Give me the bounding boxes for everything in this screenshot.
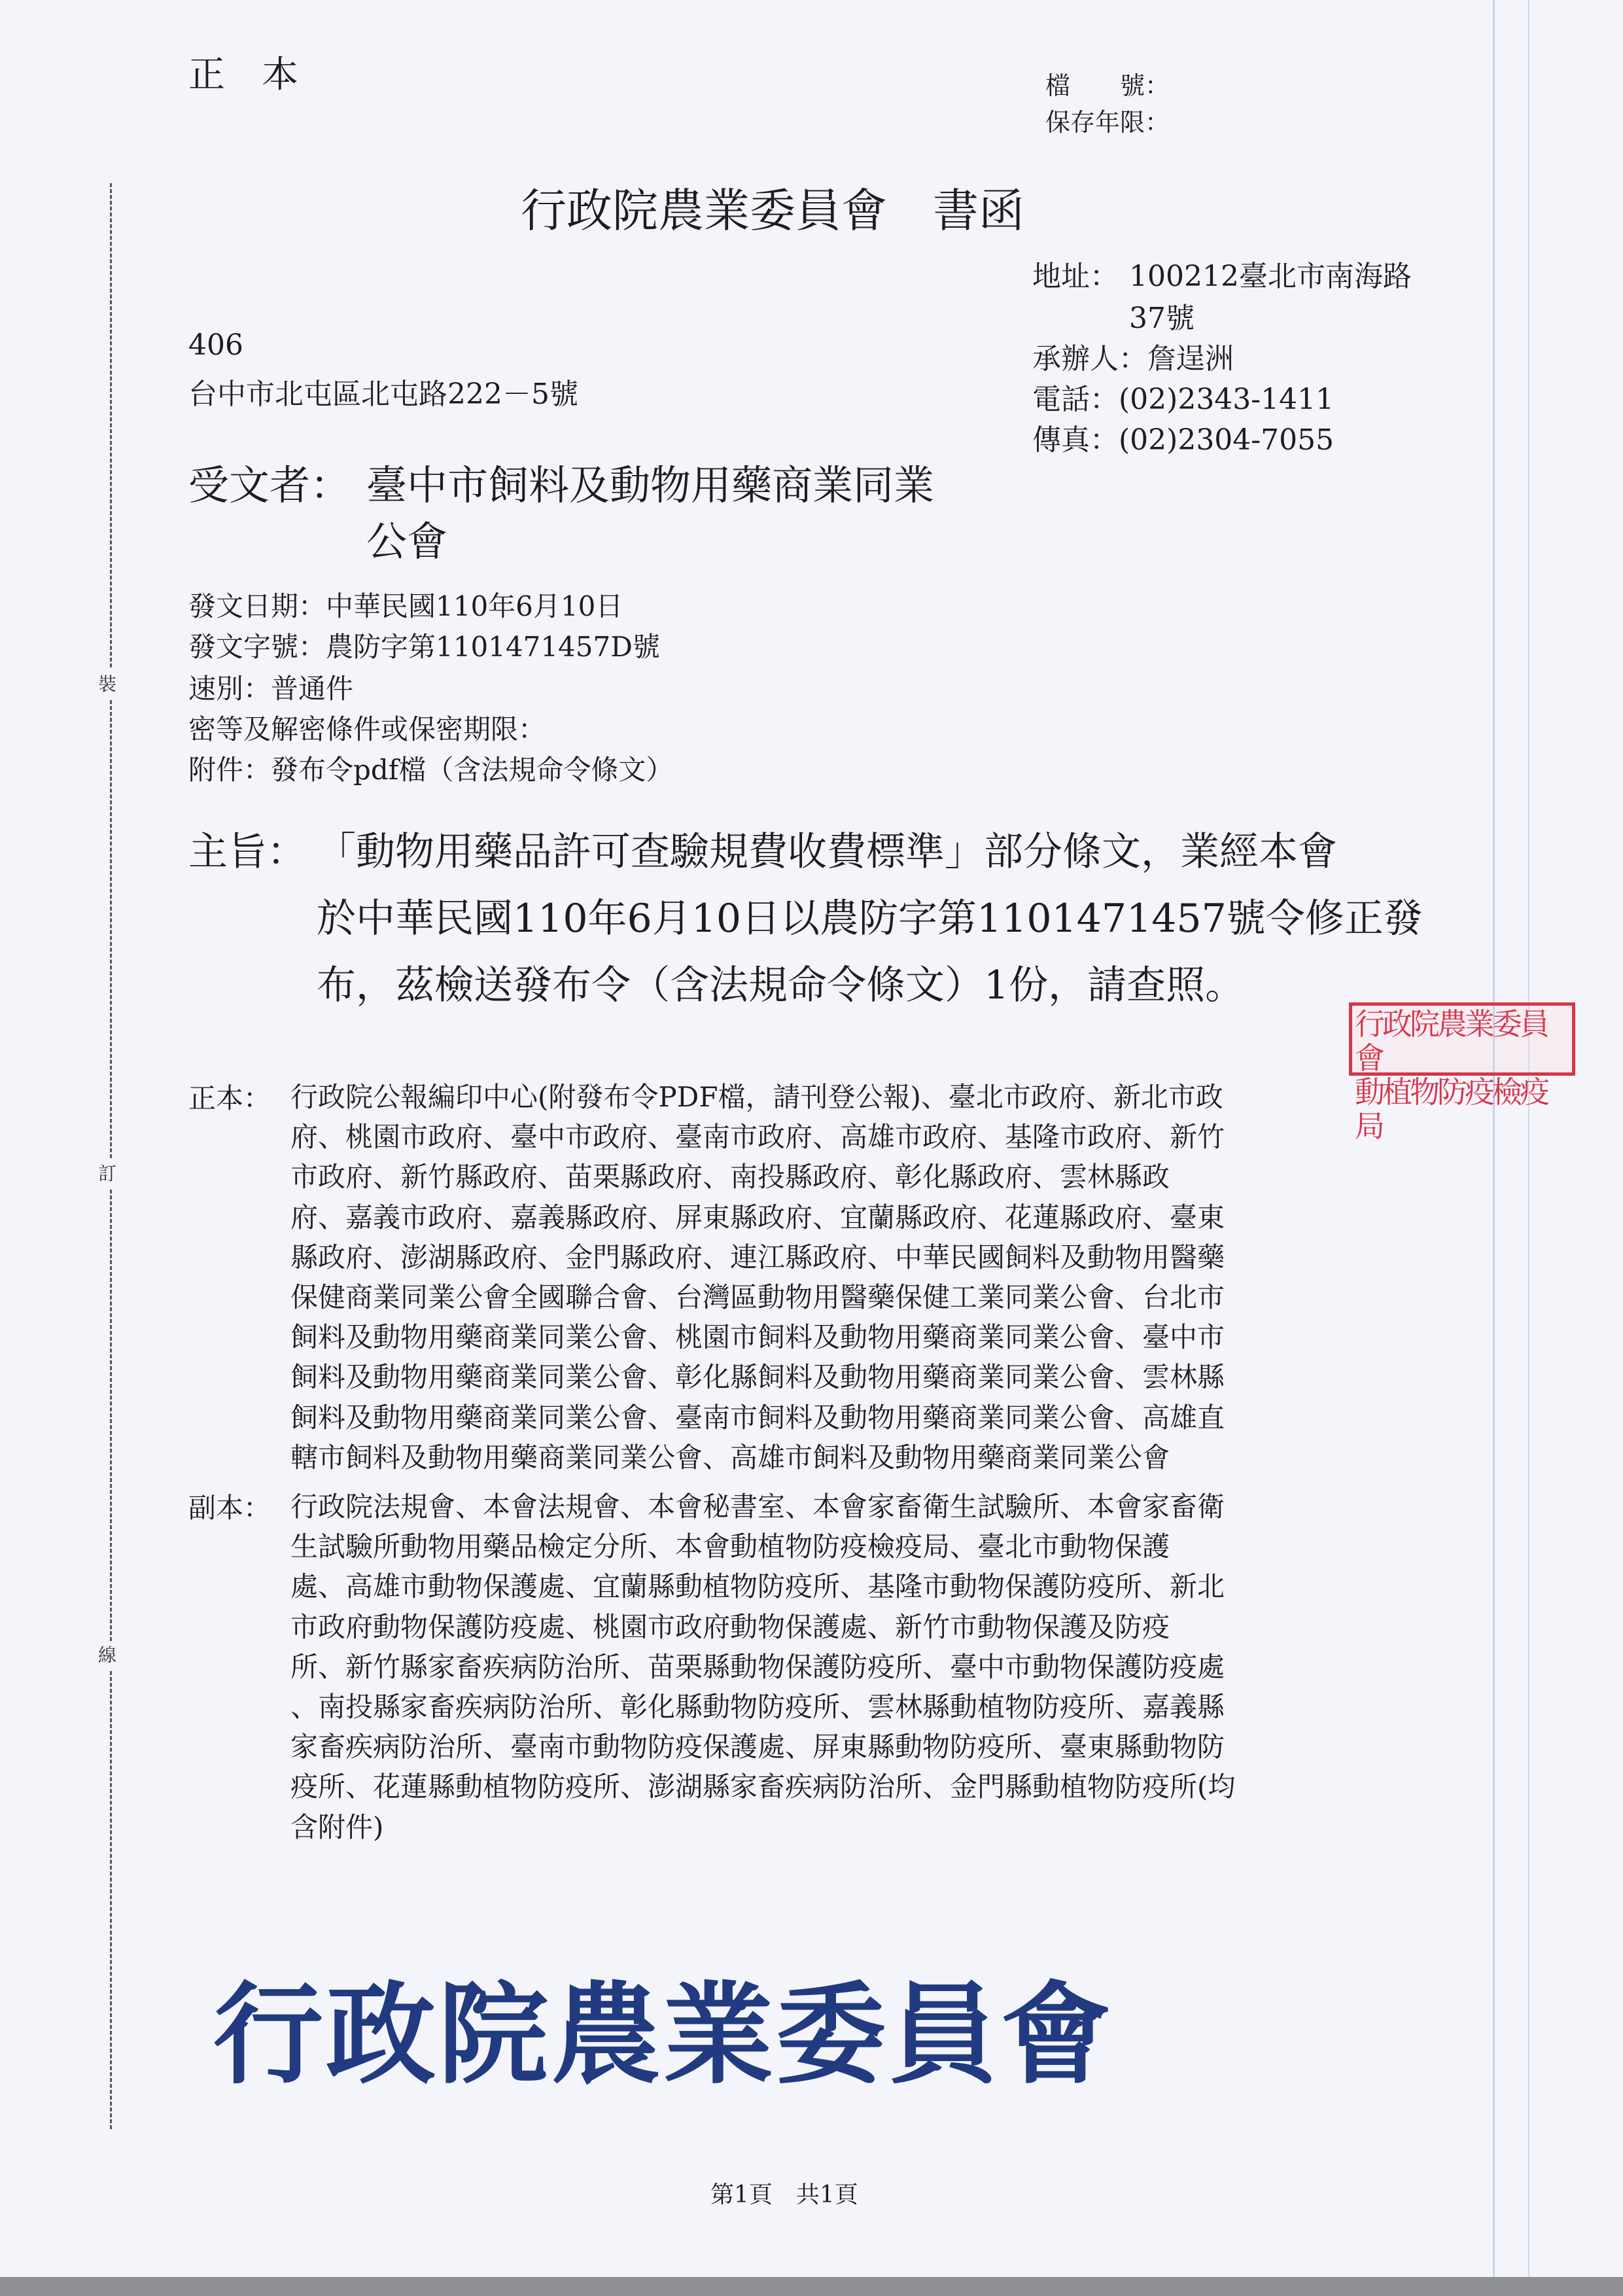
distribution-copy-line: 、南投縣家畜疾病防治所、彰化縣動物防疫所、雲林縣動植物防疫所、嘉義縣 <box>290 1691 1225 1723</box>
delivery-speed: 速別：普通件 <box>188 673 354 705</box>
official-red-stamp <box>1349 1002 1575 1144</box>
binding-mark-zhuang: 裝 <box>98 673 117 695</box>
agency-official-seal: 行政院農業委員會 <box>213 1971 1113 2099</box>
sender-address-line-2: 37號 <box>1129 302 1195 335</box>
sender-fax: 傳真：(02)2304-7055 <box>1032 423 1335 457</box>
recipient-street-address: 台中市北屯區北屯路222－5號 <box>188 378 578 411</box>
distribution-copy-line: 疫所、花蓮縣動植物防疫所、澎湖縣家畜疾病防治所、金門縣動植物防疫所(均 <box>290 1771 1236 1803</box>
distribution-copy-line: 含附件) <box>290 1810 384 1843</box>
document-number: 發文字號：農防字第1101471457D號 <box>188 631 660 663</box>
distribution-main-line: 飼料及動物用藥商業同業公會、臺南市飼料及動物用藥商業同業公會、高雄直 <box>290 1401 1225 1434</box>
subject-line-1: 「動物用藥品許可查驗規費收費標準」部分條文，業經本會 <box>317 829 1337 875</box>
scan-bottom-edge <box>0 2277 1623 2296</box>
sender-address-label: 地址： <box>1032 260 1119 293</box>
binding-mark-xian: 線 <box>98 1644 117 1666</box>
distribution-copy-line: 生試驗所動物用藥品檢定分所、本會動植物防疫檢疫局、臺北市動物保護 <box>290 1530 1170 1563</box>
subject-line-3: 布，茲檢送發布令（含法規命令條文）1份，請查照。 <box>317 963 1245 1008</box>
subject-line-2: 於中華民國110年6月10日以農防字第1101471457號令修正發 <box>317 896 1423 942</box>
sender-phone: 電話：(02)2343-1411 <box>1032 383 1335 416</box>
stamp-line: 行政院農業委員會 <box>1355 1006 1547 1076</box>
attachment-info: 附件：發布令pdf檔（含法規命令條文） <box>188 754 674 786</box>
stamp-line: 動植物防疫檢疫局 <box>1355 1074 1547 1144</box>
file-number-label: 檔 號： <box>1045 71 1170 100</box>
distribution-main-line: 轄市飼料及動物用藥商業同業公會、高雄市飼料及動物用藥商業同業公會 <box>290 1441 1170 1474</box>
distribution-main-line: 保健商業同業公會全國聯合會、台灣區動物用醫藥保健工業同業公會、台北市 <box>290 1281 1225 1314</box>
distribution-main-line: 市政府、新竹縣政府、苗栗縣政府、南投縣政府、彰化縣政府、雲林縣政 <box>290 1161 1170 1193</box>
contact-person: 承辦人：詹逞洲 <box>1032 342 1234 376</box>
binding-dash-line <box>110 1671 112 2129</box>
issue-date: 發文日期：中華民國110年6月10日 <box>188 590 623 622</box>
distribution-main-line: 行政院公報編印中心(附發布令PDF檔，請刊登公報)、臺北市政府、新北市政 <box>290 1081 1223 1113</box>
distribution-main-list <box>290 1077 1225 1477</box>
distribution-copy-line: 行政院法規會、本會法規會、本會秘書室、本會家畜衛生試驗所、本會家畜衛 <box>290 1491 1225 1523</box>
distribution-main-line: 府、嘉義市政府、嘉義縣政府、屏東縣政府、宜蘭縣政府、花蓮縣政府、臺東 <box>290 1201 1225 1233</box>
distribution-main-line: 飼料及動物用藥商業同業公會、桃園市飼料及動物用藥商業同業公會、臺中市 <box>290 1321 1225 1354</box>
recipient-label: 受文者： <box>188 461 351 509</box>
binding-dash-line <box>110 183 112 667</box>
distribution-copy-line: 處、高雄市動物保護處、宜蘭縣動植物防疫所、基隆市動物保護防疫所、新北 <box>290 1570 1225 1603</box>
distribution-main-label: 正本： <box>188 1082 271 1114</box>
retention-period-label: 保存年限： <box>1045 108 1170 137</box>
recipient-postal-code: 406 <box>188 328 243 362</box>
subject-label: 主旨： <box>188 829 306 875</box>
recipient-line-2: 公會 <box>366 518 448 565</box>
copy-mark: 正 本 <box>188 54 298 96</box>
binding-dash-line <box>110 1190 112 1641</box>
page-number: 第1頁 共1頁 <box>710 2181 858 2208</box>
distribution-copy-line: 市政府動物保護防疫處、桃園市政府動物保護處、新竹市動物保護及防疫 <box>290 1610 1170 1643</box>
distribution-main-line: 府、桃園市政府、臺中市政府、臺南市政府、高雄市政府、基隆市政府、新竹 <box>290 1121 1225 1154</box>
distribution-main-line: 縣政府、澎湖縣政府、金門縣政府、連江縣政府、中華民國飼料及動物用醫藥 <box>290 1241 1225 1273</box>
sender-address-line-1: 100212臺北市南海路 <box>1129 260 1412 293</box>
distribution-copy-line: 家畜疾病防治所、臺南市動物防疫保護處、屏東縣動物防疫所、臺東縣動物防 <box>290 1731 1225 1763</box>
recipient-line-1: 臺中市飼料及動物用藥商業同業 <box>366 461 935 509</box>
distribution-main-line: 飼料及動物用藥商業同業公會、彰化縣飼料及動物用藥商業同業公會、雲林縣 <box>290 1361 1225 1394</box>
distribution-copy-list <box>290 1487 1235 1847</box>
distribution-copy-label: 副本： <box>188 1492 271 1524</box>
secrecy-level: 密等及解密條件或保密期限： <box>188 713 546 745</box>
binding-dash-line <box>110 700 112 1158</box>
distribution-copy-line: 所、新竹縣家畜疾病防治所、苗栗縣動物保護防疫所、臺中市動物保護防疫處 <box>290 1650 1225 1683</box>
binding-mark-ding: 訂 <box>98 1163 117 1184</box>
document-title: 行政院農業委員會 書函 <box>521 184 1024 238</box>
